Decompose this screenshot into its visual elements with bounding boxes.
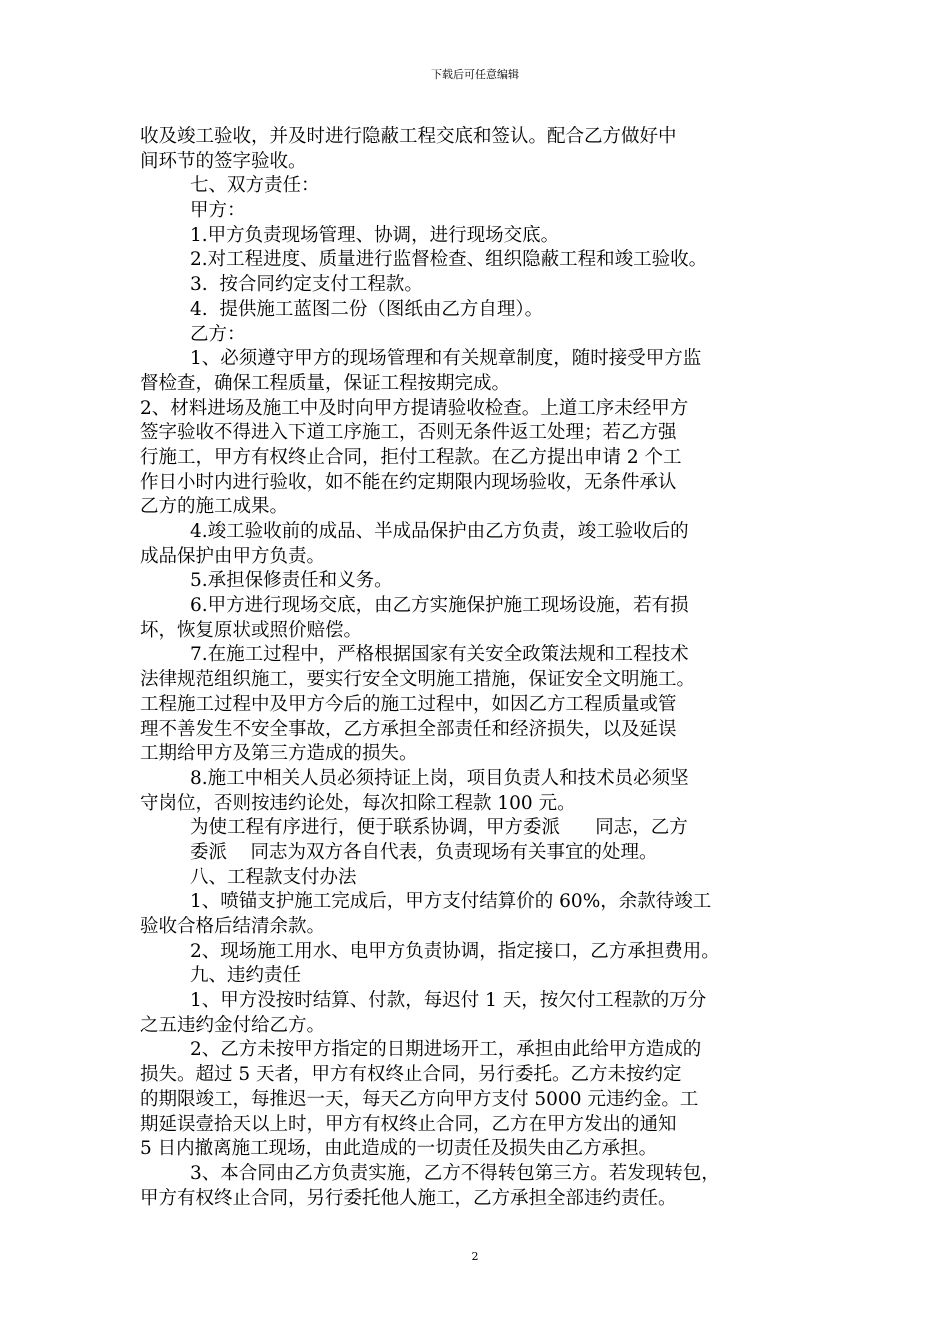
text-line: 验收合格后结清余款。 bbox=[140, 916, 326, 937]
text-line: 损失。超过 5 天者，甲方有权终止合同，另行委托。乙方未按约定 bbox=[140, 1064, 682, 1086]
text-line: 甲方： bbox=[190, 200, 246, 222]
text-line: 守岗位，否则按违约论处，每次扣除工程款 100 元。 bbox=[140, 792, 576, 814]
text-line: 为使工程有序进行，便于联系协调，甲方委派 同志，乙方 bbox=[190, 817, 688, 839]
text-line: 签字验收不得进入下道工序施工，否则无条件返工处理；若乙方强 bbox=[140, 422, 677, 444]
text-line: 理不善发生不安全事故，乙方承担全部责任和经济损失，以及延误 bbox=[140, 718, 677, 740]
text-line: 作日小时内进行验收，如不能在约定期限内现场验收，无条件承认 bbox=[140, 471, 677, 493]
text-line: 3、本合同由乙方负责实施，乙方不得转包第三方。若发现转包， bbox=[190, 1162, 720, 1184]
text-line: 期延误壹拾天以上时，甲方有权终止合同，乙方在甲方发出的通知 bbox=[140, 1113, 677, 1135]
text-line: 2、现场施工用水、电甲方负责协调，指定接口，乙方承担费用。 bbox=[190, 940, 720, 962]
text-line: 工期给甲方及第三方造成的损失。 bbox=[140, 743, 418, 765]
text-line: 坏，恢复原状或照价赔偿。 bbox=[140, 619, 363, 641]
text-line: 七、双方责任： bbox=[190, 175, 320, 197]
text-line: 2、乙方未按甲方指定的日期进场开工，承担由此给甲方造成的 bbox=[190, 1039, 702, 1061]
text-line: 工程施工过程中及甲方今后的施工过程中，如因乙方工程质量或管 bbox=[140, 693, 677, 715]
text-line: 1、必须遵守甲方的现场管理和有关规章制度，随时接受甲方监 bbox=[190, 348, 702, 370]
text-line: 成品保护由甲方负责。 bbox=[140, 545, 326, 567]
text-line: 委派 同志为双方各自代表，负责现场有关事宜的处理。 bbox=[190, 841, 658, 863]
page-header: 下载后可任意编辑 bbox=[431, 68, 519, 81]
text-line: 的期限竣工，每推迟一天，每天乙方向甲方支付 5000 元违约金。工 bbox=[140, 1088, 699, 1110]
text-line: 之五违约金付给乙方。 bbox=[140, 1014, 326, 1036]
document-body bbox=[140, 125, 820, 1211]
text-line: 乙方： bbox=[190, 323, 246, 345]
text-line: 5.承担保修责任和义务。 bbox=[190, 570, 393, 592]
text-line: 2.对工程进度、质量进行监督检查、组织隐蔽工程和竣工验收。 bbox=[190, 249, 708, 271]
text-line: 7.在施工过程中，严格根据国家有关安全政策法规和工程技术 bbox=[190, 644, 689, 666]
text-line: 4. 提供施工蓝图二份（图纸由乙方自理）。 bbox=[190, 298, 544, 320]
page-number: 2 bbox=[471, 1250, 479, 1263]
text-line: 九、违约责任 bbox=[190, 965, 302, 987]
text-line: 3. 按合同约定支付工程款。 bbox=[190, 274, 423, 296]
text-line: 1、甲方没按时结算、付款，每迟付 1 天，按欠付工程款的万分 bbox=[190, 990, 707, 1012]
text-line: 八、工程款支付办法 bbox=[190, 866, 357, 888]
text-line: 乙方的施工成果。 bbox=[140, 496, 289, 518]
text-line: 督检查，确保工程质量，保证工程按期完成。 bbox=[140, 372, 511, 394]
text-line: 6.甲方进行现场交底，由乙方实施保护施工现场设施，若有损 bbox=[190, 595, 689, 617]
text-line: 1、喷锚支护施工完成后，甲方支付结算价的 60%，余款待竣工 bbox=[190, 891, 712, 913]
text-line: 间环节的签字验收。 bbox=[140, 150, 307, 172]
text-line: 2、材料进场及施工中及时向甲方提请验收检查。上道工序未经甲方 bbox=[140, 397, 689, 419]
text-line: 法律规范组织施工，要实行安全文明施工措施，保证安全文明施工。 bbox=[140, 669, 696, 691]
text-line: 1.甲方负责现场管理、协调，进行现场交底。 bbox=[190, 224, 560, 246]
text-line: 8.施工中相关人员必须持证上岗，项目负责人和技术员必须坚 bbox=[190, 767, 689, 789]
text-line: 甲方有权终止合同，另行委托他人施工，乙方承担全部违约责任。 bbox=[140, 1187, 677, 1209]
text-line: 行施工，甲方有权终止合同，拒付工程款。在乙方提出申请 2 个工 bbox=[140, 446, 682, 468]
text-line: 收及竣工验收，并及时进行隐蔽工程交底和签认。配合乙方做好中 bbox=[140, 126, 677, 147]
text-line: 5 日内撤离施工现场，由此造成的一切责任及损失由乙方承担。 bbox=[140, 1138, 658, 1160]
text-line: 4.竣工验收前的成品、半成品保护由乙方负责，竣工验收后的 bbox=[190, 521, 689, 542]
